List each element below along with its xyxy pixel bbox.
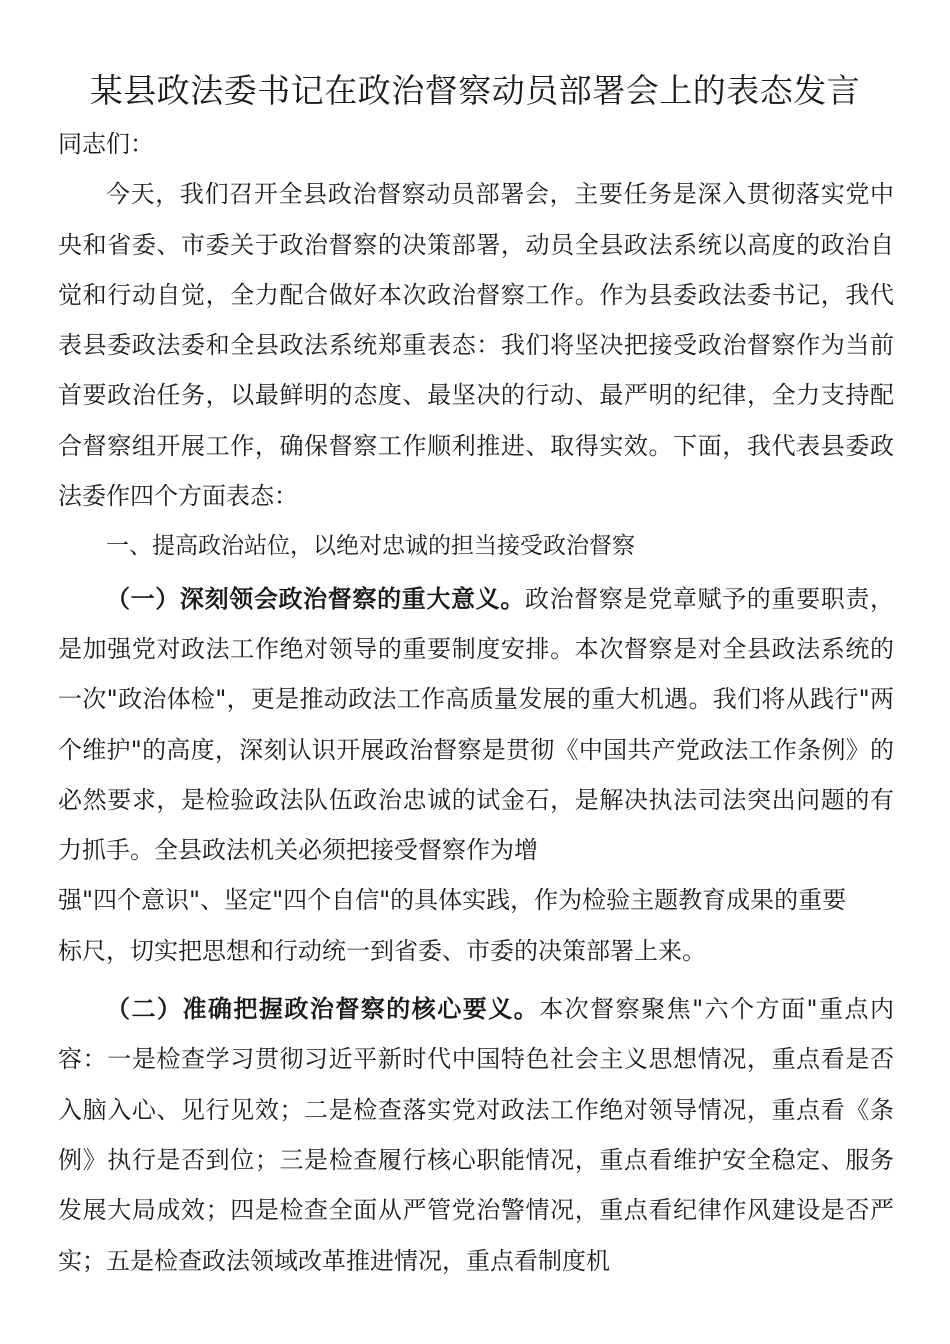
section-heading-1: 一、提高政治站位，以绝对忠诚的担当接受政治督察 — [106, 533, 635, 560]
subsection-1-title: （一）深刻领会政治督察的重大意义。 — [106, 584, 525, 613]
subsection-1-body: 政治督察是党章赋予的重要职责，是加强党对政法工作绝对领导的重要制度安排。本次督察是对全县政法系统的一次"政治体检"，更是推动政法工作高质量发展的重大机遇。我们将从践行"两个维护"的高度，深刻认识开展政治督察是贯彻《中国共产党政法工作条例》的必然要求，是检验政法队伍政治忠诚的试金石，是解决执法司法突出问题的有力抓手。全县政法机关必须把接受督察作为增 — [58, 584, 894, 865]
subsection-1-body-cont: 强"四个意识"、坚定"四个自信"的具体实践，作为检验主题教育成果的重要 — [58, 886, 847, 915]
subsection-2-title: （二）准确把握政治督察的核心要义。 — [106, 995, 540, 1024]
subsection-1-body-end: 标尺，切实把思想和行动统一到省委、市委的决策部署上来。 — [58, 936, 706, 965]
subsection-1-paragraph — [58, 574, 894, 976]
subsection-2-body: 本次督察聚焦"六个方面"重点内容：一是检查学习贯彻习近平新时代中国特色社会主义思想情况，重点看是否入脑入心、见行见效；二是检查落实党对政法工作绝对领导情况，重点看《条例》执行是否到位；三是检查履行核心职能情况，重点看维护安全稳定、服务发展大局成效；四是检查全面从严管党治警情况，重点看纪律作风建设是否严实；五是检查政法领域改革推进情况，重点看制度机 — [58, 995, 895, 1275]
document-body — [58, 119, 894, 1286]
subsection-2-paragraph — [58, 984, 894, 1286]
greeting: 同志们： — [58, 130, 154, 158]
intro-paragraph: 今天，我们召开全县政治督察动员部署会，主要任务是深入贯彻落实党中央和省委、市委关于政治督察的决策部署，动员全县政法系统以高度的政治自觉和行动自觉，全力配合做好本次政治督察工作。作为县委政法委书记，我代表县委政法委和全县政法系统郑重表态：我们将坚决把接受政治督察作为当前首要政治任务，以最鲜明的态度、最坚决的行动、最严明的纪律，全力支持配合督察组开展工作，确保督察工作顺利推进、取得实效。下面，我代表县委政法委作四个方面表态： — [58, 180, 894, 511]
document-title: 某县政法委书记在政治督察动员部署会上的表态发言 — [89, 71, 861, 110]
